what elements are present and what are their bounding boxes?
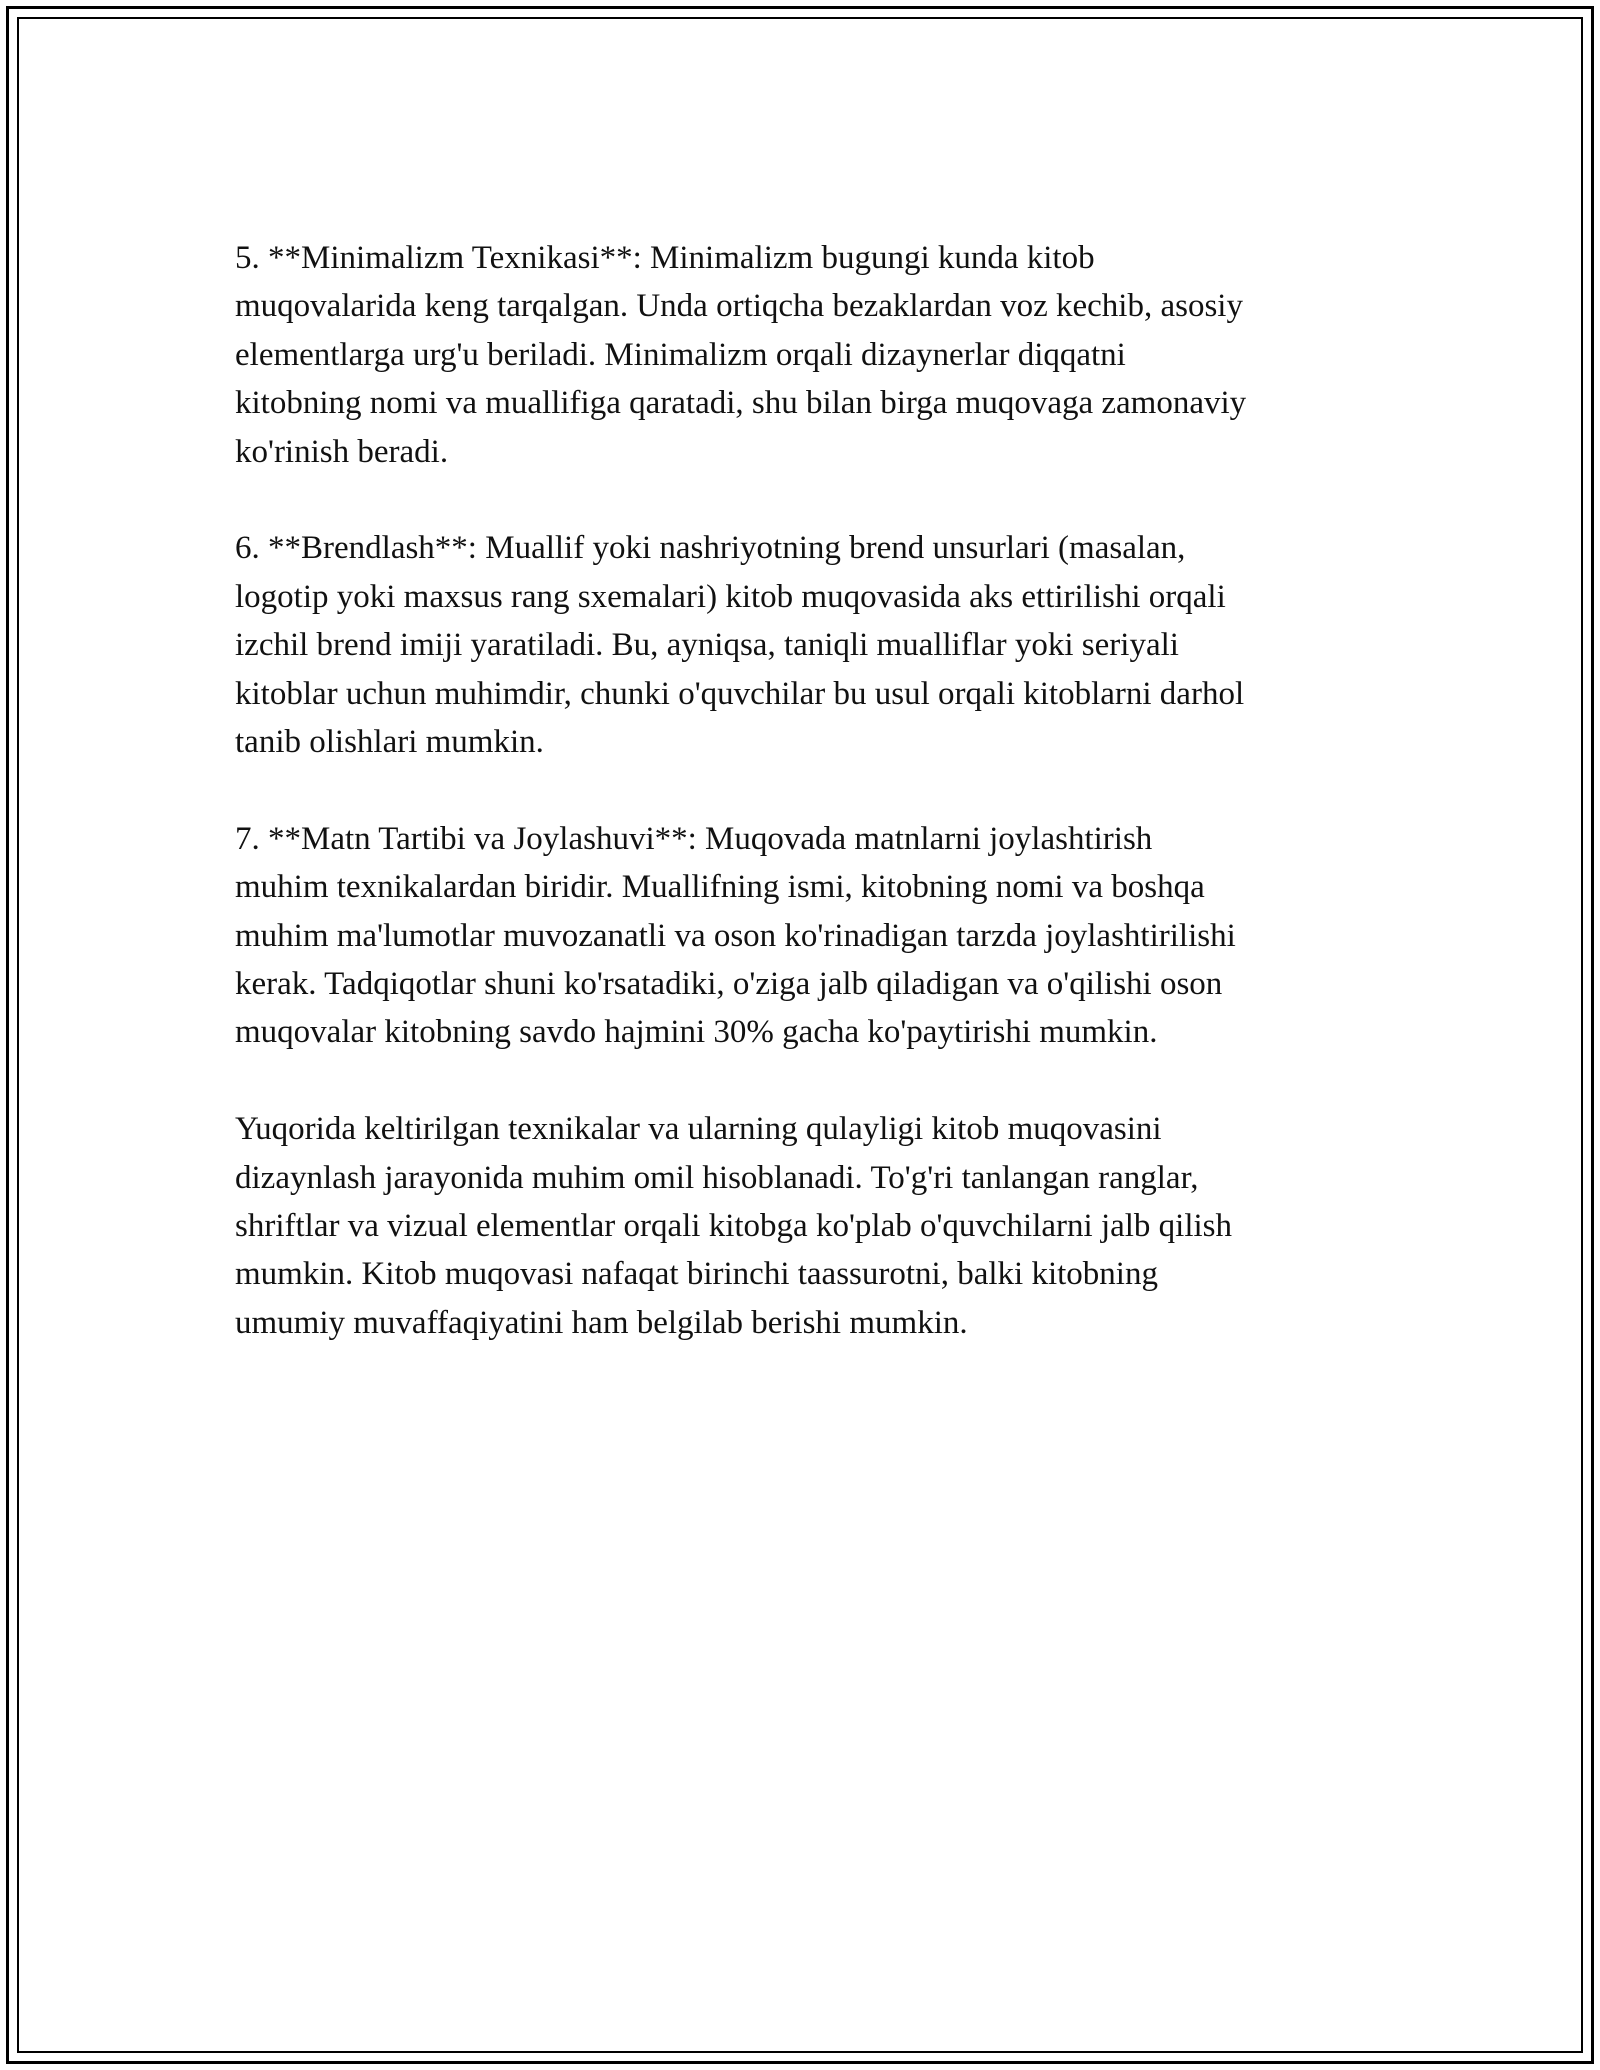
paragraph-text-layout: 7. **Matn Tartibi va Joylashuvi**: Muqovada matnlarni joylashtirish muhim texnikalardan biridir. Muallifning ismi, kitobning nomi va boshqa muhim ma'lumotlar muvozanatli va oson ko'rinadigan tarzda joylashtirilishi kerak. Tadqiqotlar shuni ko'rsatadiki, o'ziga jalb qiladigan va o'qilishi oson muqovalar kitobning savdo hajmini 30% gacha ko'paytirishi mumkin. — [235, 820, 1236, 1051]
paragraph-conclusion: Yuqorida keltirilgan texnikalar va ularning qulayligi kitob muqovasini dizaynlash jarayonida muhim omil hisoblanadi. To'g'ri tanlangan ranglar, shriftlar va vizual elementlar orqali kitobga ko'plab o'quvchilarni jalb qilish mumkin. Kitob muqovasi nafaqat birinchi taassurotni, balki kitobning umumiy muvaffaqiyatini ham belgilab berishi mumkin. — [235, 1111, 1233, 1341]
paragraph-branding: 6. **Brendlash**: Muallif yoki nashriyotning brend unsurlari (masalan, logotip yoki maxsus rang sxemalari) kitob muqovasida aks ettirilishi orqali izchil brend imiji yaratiladi. Bu, ayniqsa, taniqli mualliflar yoki seriyali kitoblar uchun muhimdir, chunki o'quvchilar bu usul orqali kitoblarni darhol tanib olishlari mumkin. — [235, 530, 1245, 761]
document-body — [235, 234, 1370, 1396]
paragraph-minimalism-technique: 5. **Minimalizm Texnikasi**: Minimalizm bugungi kunda kitob muqovalarida keng tarqalgan. Unda ortiqcha bezaklardan voz kechib, asosiy elementlarga urg'u beriladi. Minimalizm orqali dizaynerlar diqqatni kitobning nomi va muallifiga qaratadi, shu bilan birga muqovaga zamonaviy ko'rinish beradi. — [235, 240, 1247, 470]
